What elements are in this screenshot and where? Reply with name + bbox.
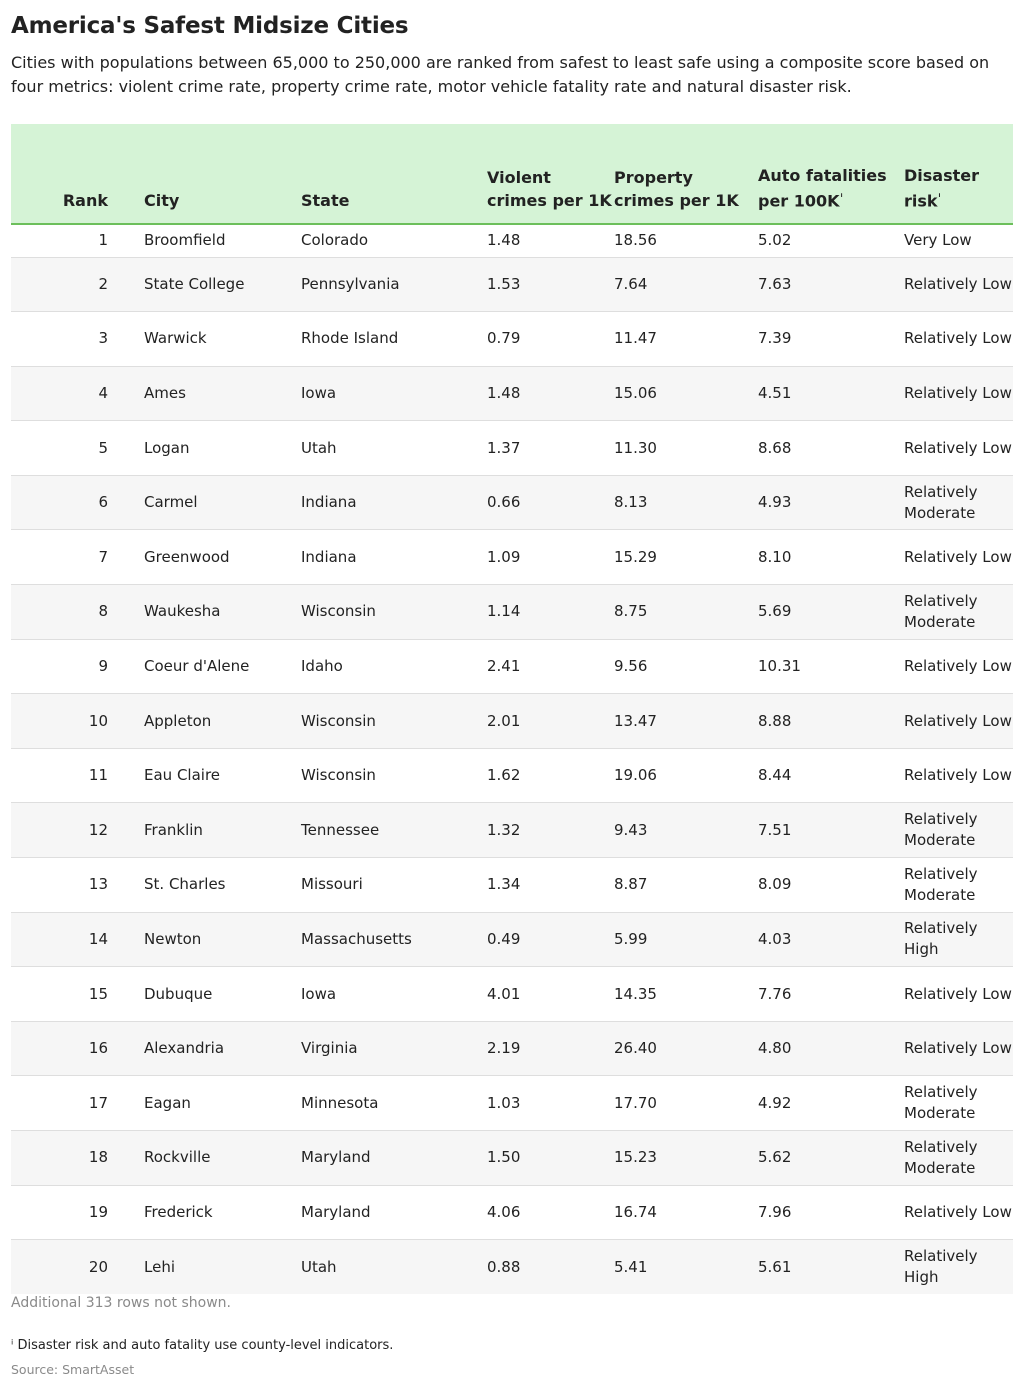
cell-disaster: Relatively Low [904,274,1012,293]
cell-violent: 1.09 [487,547,521,566]
column-header-violent[interactable]: Violent crimes per 1K [487,124,614,224]
cell-property: 15.23 [614,1148,657,1167]
cell-rank: 14 [88,929,108,948]
table-row [11,475,1013,530]
cell-violent: 1.62 [487,766,521,785]
cell-disaster: Relatively Low [904,656,1012,675]
cell-city: State College [144,274,245,293]
cell-disaster: Relatively Moderate [904,810,978,850]
cell-city: Franklin [144,820,203,839]
cell-auto: 8.68 [758,438,792,457]
cell-disaster: Relatively Low [904,383,1012,402]
cell-city: Newton [144,929,202,948]
column-header-state[interactable]: State [301,124,487,224]
cell-disaster: Relatively Moderate [904,482,978,522]
cell-property: 7.64 [614,274,648,293]
column-header-disaster[interactable]: Disaster risk$^{^i}$ [904,124,1013,224]
cell-rank: 3 [98,329,108,348]
cell-disaster: Relatively High [904,919,978,959]
cell-city: Coeur d'Alene [144,656,250,675]
column-header-property[interactable]: Property crimes per 1K [614,124,758,224]
table-row [11,803,1013,858]
cell-disaster: Relatively Moderate [904,591,978,631]
cell-violent: 1.03 [487,1093,521,1112]
cell-state: Virginia [301,1039,358,1058]
cell-rank: 13 [88,875,108,894]
cell-property: 17.70 [614,1093,657,1112]
cell-property: 8.87 [614,875,648,894]
cell-property: 19.06 [614,766,657,785]
table-row [11,748,1013,803]
cell-disaster: Relatively Low [904,329,1012,348]
cell-state: Maryland [301,1148,371,1167]
table-body [11,224,1013,1294]
cell-disaster: Relatively Low [904,984,1012,1003]
table-row [11,421,1013,476]
cell-state: Maryland [301,1202,371,1221]
cell-disaster: Relatively Low [904,438,1012,457]
cell-property: 15.29 [614,547,657,566]
table-row [11,257,1013,312]
cell-state: Massachusetts [301,929,412,948]
cell-rank: 10 [88,711,108,730]
cell-auto: 7.51 [758,820,792,839]
table-row [11,312,1013,367]
cell-disaster: Relatively Low [904,547,1012,566]
cell-disaster: Relatively Moderate [904,1137,978,1177]
cell-rank: 5 [98,438,108,457]
footnote: ⁱ Disaster risk and auto fatality use county-level indicators. [11,1338,394,1353]
cell-city: Appleton [144,711,212,730]
cell-property: 8.75 [614,602,648,621]
cell-rank: 8 [98,602,108,621]
cell-violent: 1.50 [487,1148,521,1167]
cell-state: Idaho [301,656,343,675]
cell-state: Wisconsin [301,766,376,785]
cell-auto: 4.51 [758,383,792,402]
cell-state: Wisconsin [301,711,376,730]
rows-not-shown-note: Additional 313 rows not shown. [11,1295,231,1311]
info-marker-icon[interactable]: ⁱ [938,192,941,203]
source-note: Source: SmartAsset [11,1362,135,1377]
cell-violent: 1.34 [487,875,521,894]
cell-rank: 12 [88,820,108,839]
cell-violent: 4.01 [487,984,521,1003]
cell-state: Colorado [301,231,369,250]
cell-property: 8.13 [614,493,648,512]
cell-auto: 7.63 [758,274,792,293]
cell-state: Rhode Island [301,329,399,348]
cell-property: 9.56 [614,656,648,675]
cell-city: Waukesha [144,602,221,621]
cell-violent: 1.48 [487,231,521,250]
table-row [11,1021,1013,1076]
cell-city: Carmel [144,493,198,512]
table-row [11,1131,1013,1186]
cell-city: Ames [144,383,186,402]
chart-subtitle: Cities with populations between 65,000 to 250,000 are ranked from safest to least safe using a composite score based on four metrics: violent crime rate, property crime rate, motor vehicle fatality rate and natural disaster risk. [11,53,990,96]
cell-city: Eagan [144,1093,191,1112]
cell-city: Rockville [144,1148,211,1167]
table-row [11,1185,1013,1240]
table-row [11,639,1013,694]
cell-property: 26.40 [614,1039,657,1058]
cell-disaster: Relatively Low [904,711,1012,730]
cell-property: 16.74 [614,1202,657,1221]
cell-violent: 2.01 [487,711,521,730]
cell-violent: 1.53 [487,274,521,293]
table-row [11,912,1013,967]
cell-violent: 1.48 [487,383,521,402]
column-header-rank[interactable]: Rank [11,124,144,224]
cell-city: Dubuque [144,984,213,1003]
cell-auto: 4.03 [758,929,792,948]
cell-rank: 17 [88,1093,108,1112]
cell-property: 11.30 [614,438,657,457]
cell-disaster: Relatively Low [904,766,1012,785]
table-row [11,224,1013,257]
cell-auto: 10.31 [758,656,801,675]
table-row [11,967,1013,1022]
cell-state: Wisconsin [301,602,376,621]
column-header-auto[interactable]: Auto fatalities per $100K^{^i}$ [758,124,904,224]
cell-city: Logan [144,438,190,457]
cell-state: Tennessee [301,820,380,839]
cell-disaster: Relatively Low [904,1202,1012,1221]
cell-rank: 15 [88,984,108,1003]
cell-property: 15.06 [614,383,657,402]
cell-rank: 20 [88,1257,108,1276]
cell-rank: 9 [98,656,108,675]
table-row [11,694,1013,749]
cell-rank: 1 [98,231,108,250]
cell-state: Indiana [301,493,357,512]
cell-rank: 2 [98,274,108,293]
cell-auto: 5.02 [758,231,792,250]
cell-rank: 11 [88,766,108,785]
cell-property: 5.99 [614,929,648,948]
cell-rank: 7 [98,547,108,566]
table-row [11,585,1013,640]
cell-rank: 19 [88,1202,108,1221]
cell-auto: 5.69 [758,602,792,621]
table-row [11,1240,1013,1295]
cell-property: 9.43 [614,820,648,839]
cell-city: Greenwood [144,547,230,566]
table-row [11,366,1013,421]
cell-auto: 5.61 [758,1257,792,1276]
cell-violent: 4.06 [487,1202,521,1221]
cell-property: 5.41 [614,1257,648,1276]
cell-violent: 0.49 [487,929,521,948]
info-marker-icon[interactable]: ⁱ [840,192,843,203]
cell-auto: 4.93 [758,493,792,512]
table-row [11,1076,1013,1131]
cell-violent: 2.41 [487,656,521,675]
cell-property: 11.47 [614,329,657,348]
cell-violent: 0.88 [487,1257,521,1276]
cell-city: Broomfield [144,231,226,250]
cell-property: 18.56 [614,231,657,250]
cell-state: Utah [301,438,337,457]
cell-city: Frederick [144,1202,213,1221]
table-header-row [11,124,1013,224]
cell-property: 13.47 [614,711,657,730]
cell-disaster: Relatively High [904,1247,978,1287]
cell-auto: 8.10 [758,547,792,566]
cell-property: 14.35 [614,984,657,1003]
cell-auto: 8.09 [758,875,792,894]
cell-state: Pennsylvania [301,274,400,293]
data-table [11,124,1013,1294]
cell-disaster: Relatively Moderate [904,1083,978,1123]
cell-state: Iowa [301,984,337,1003]
cell-auto: 7.96 [758,1202,792,1221]
cell-city: Warwick [144,329,207,348]
cell-city: Alexandria [144,1039,225,1058]
cell-rank: 16 [88,1039,108,1058]
cell-auto: 8.44 [758,766,792,785]
table-row [11,530,1013,585]
cell-violent: 0.79 [487,329,521,348]
cell-city: St. Charles [144,875,226,894]
cell-state: Indiana [301,547,357,566]
cell-rank: 4 [98,383,108,402]
cell-disaster: Very Low [904,231,972,250]
cell-state: Minnesota [301,1093,379,1112]
cell-auto: 7.76 [758,984,792,1003]
cell-auto: 5.62 [758,1148,792,1167]
cell-state: Utah [301,1257,337,1276]
chart-title: America's Safest Midsize Cities [11,13,409,39]
cell-city: Eau Claire [144,766,221,785]
cell-state: Missouri [301,875,363,894]
cell-disaster: Relatively Low [904,1039,1012,1058]
cell-violent: 1.32 [487,820,521,839]
cell-violent: 2.19 [487,1039,521,1058]
cell-state: Iowa [301,383,337,402]
cell-violent: 1.14 [487,602,521,621]
cell-rank: 18 [88,1148,108,1167]
cell-rank: 6 [98,493,108,512]
cell-auto: 4.92 [758,1093,792,1112]
cell-violent: 1.37 [487,438,521,457]
cell-city: Lehi [144,1257,175,1276]
column-header-city[interactable]: City [144,124,301,224]
cell-auto: 7.39 [758,329,792,348]
cell-disaster: Relatively Moderate [904,864,978,904]
cell-auto: 8.88 [758,711,792,730]
cell-violent: 0.66 [487,493,521,512]
table-row [11,858,1013,913]
cell-auto: 4.80 [758,1039,792,1058]
